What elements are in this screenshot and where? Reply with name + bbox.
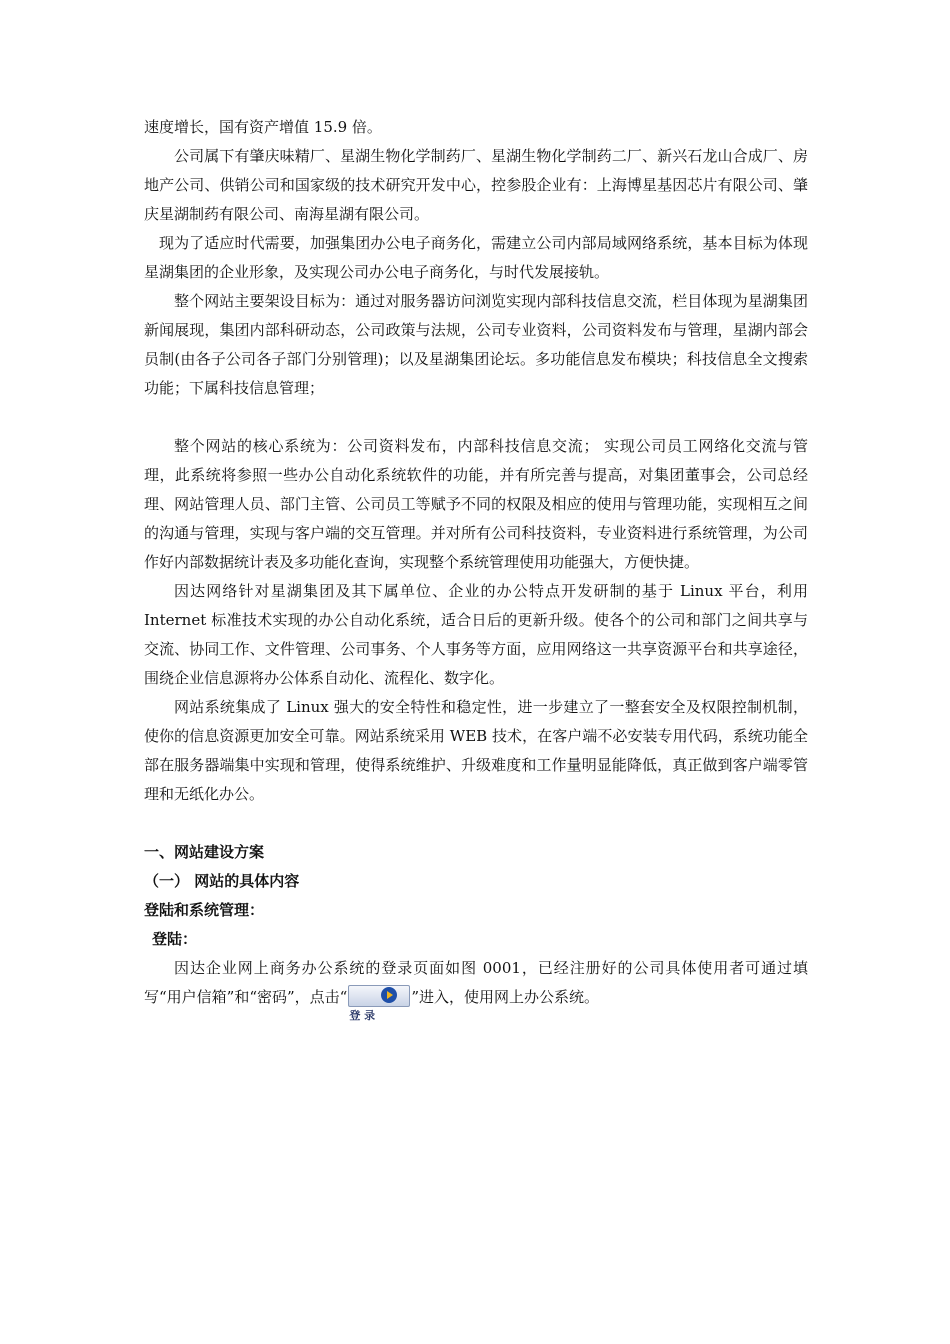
- login-text-start: 因达企业网上商务办公系统的登录页面如图 0001，已经注册好的公司具体使用者可通过填写“用户信箱”和“密码”，点击“: [144, 959, 808, 1006]
- heading-login-admin: 登陆和系统管理：: [144, 901, 265, 919]
- paragraph-site-goals: 整个网站主要架设目标为：通过对服务器访问浏览实现内部科技信息交流，栏目体现为星湖集团新闻展现，集团内部科研动态，公司政策与法规，公司专业资料，公司资料发布与管理，星湖内部会员制(由各子公司各子部门分别管理)；以及星湖集团论坛。多功能信息发布模块；科技信息全文搜索功能；下属科技信息管理；: [144, 292, 808, 397]
- paragraph-lan-need: 现为了适应时代需要，加强集团办公电子商务化，需建立公司内部局域网络系统，基本目标为体现星湖集团的企业形象，及实现公司办公电子商务化，与时代发展接轨。: [144, 234, 808, 281]
- login-button-label: 登 录: [349, 1009, 376, 1022]
- paragraph-login: [144, 954, 808, 1022]
- login-text-end: ”进入，使用网上办公系统。: [411, 988, 600, 1006]
- paragraph-security: 网站系统集成了 Linux 强大的安全特性和稳定性，进一步建立了一整套安全及权限控制机制，使你的信息资源更加安全可靠。网站系统采用 WEB 技术，在客户端不必安装专用代码，系统功能全部在服务器端集中实现和管理，使得系统维护、升级难度和工作量明显能降低，真正做到客户端零管理和无纸化办公。: [144, 698, 808, 803]
- heading-login: 登陆：: [152, 930, 198, 948]
- paragraph-linux-oa: 因达网络针对星湖集团及其下属单位、企业的办公特点开发研制的基于 Linux 平台，利用 Internet 标准技术实现的办公自动化系统，适合日后的更新升级。使各个的公司和部门之间共享与交流、协同工作、文件管理、公司事务、个人事务等方面，应用网络这一共享资源平台和共享途径，围绕企业信息源将办公体系自动化、流程化、数字化。: [144, 582, 808, 687]
- paragraph-core-system: 整个网站的核心系统为：公司资料发布，内部科技信息交流； 实现公司员工网络化交流与管理，此系统将参照一些办公自动化系统软件的功能，并有所完善与提高，对集团董事会，公司总经理、网站管理人员、部门主管、公司员工等赋予不同的权限及相应的使用与管理功能，实现相互之间的沟通与管理，实现与客户端的交互管理。并对所有公司科技资料，专业资料进行系统管理，为公司作好内部数据统计表及多功能化查询，实现整个系统管理使用功能强大，方便快捷。: [144, 437, 808, 571]
- play-arrow-icon: [381, 987, 397, 1003]
- paragraph-subsidiaries: 公司属下有肇庆味精厂、星湖生物化学制药厂、星湖生物化学制药二厂、新兴石龙山合成厂、房地产公司、供销公司和国家级的技术研究开发中心，控参股企业有：上海博星基因芯片有限公司、肇庆星湖制药有限公司、南海星湖有限公司。: [144, 147, 808, 223]
- blank-line: [144, 403, 808, 432]
- paragraph-asset-growth: 速度增长，国有资产增值 15.9 倍。: [144, 118, 382, 136]
- login-button-image: [348, 985, 410, 1022]
- heading-site-content: （一） 网站的具体内容: [144, 872, 300, 890]
- heading-site-plan: 一、网站建设方案: [144, 843, 265, 861]
- blank-line: [144, 809, 808, 838]
- document-body: [144, 113, 808, 1022]
